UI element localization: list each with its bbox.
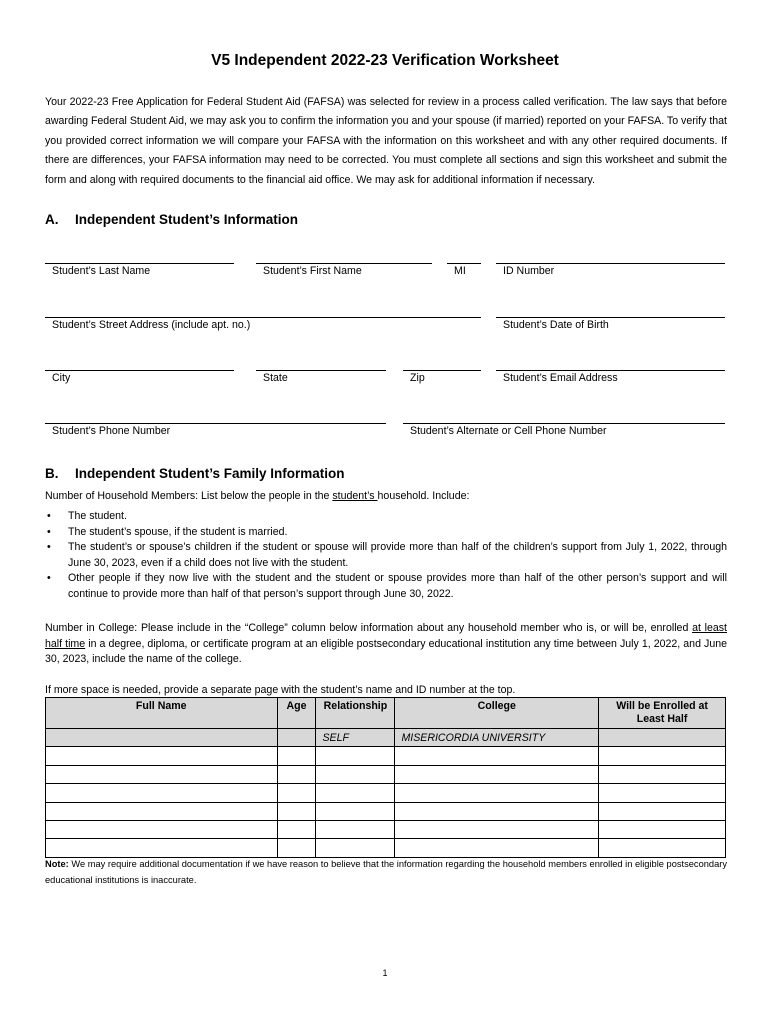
last-name-field[interactable] [45, 263, 234, 277]
cell-relationship[interactable] [316, 784, 395, 802]
household-intro-post: household. Include: [377, 490, 470, 502]
household-table [45, 697, 726, 858]
first-name-field[interactable] [256, 263, 432, 277]
header-relationship: Relationship [316, 698, 395, 729]
cell-age[interactable] [277, 747, 316, 765]
cell-relationship[interactable] [316, 839, 395, 857]
cell-full-name[interactable] [46, 765, 278, 783]
cell-college[interactable] [395, 802, 599, 820]
cell-enrolled[interactable] [599, 765, 726, 783]
list-item [45, 525, 727, 541]
alt-phone-label: Student’s Alternate or Cell Phone Number [410, 425, 607, 437]
street-address-field[interactable] [45, 317, 481, 331]
cell-college[interactable] [395, 765, 599, 783]
cell-college[interactable]: MISERICORDIA UNIVERSITY [395, 729, 599, 747]
cell-enrolled[interactable] [599, 839, 726, 857]
list-item [45, 509, 727, 525]
intro-paragraph: Your 2022-23 Free Application for Federal Student Aid (FAFSA) was selected for review in a process called verification. The law says that before awarding Federal Student Aid, we may ask you to confirm the information you and your spouse (if married) reported on your FAFSA. To verify that you provided correct information we will compare your FAFSA with the information on this worksheet and with any other required documents. If there are differences, your FAFSA information may need to be corrected. You must complete all sections and sign this worksheet and submit the form and along with required documents to the financial aid office. We may ask for additional information if necessary. [45, 96, 727, 186]
header-enrolled: Will be Enrolled at Least Half [599, 698, 726, 729]
household-intro-underlined: student’s [332, 490, 378, 502]
household-intro-pre: Number of Household Members: List below the people in the [45, 490, 333, 502]
college-post: in a degree, diploma, or certificate program at an eligible postsecondary educational institution any time between July 1, 2022, and June 30, 2023, include the name of the college. [45, 637, 727, 666]
bullet-glyph: • [47, 525, 51, 538]
cell-full-name[interactable] [46, 802, 278, 820]
cell-relationship[interactable]: SELF [316, 729, 395, 747]
cell-age[interactable] [277, 765, 316, 783]
cell-college[interactable] [395, 747, 599, 765]
section-a-letter: A. [45, 212, 59, 227]
last-name-label: Student’s Last Name [52, 265, 151, 277]
cell-relationship[interactable] [316, 747, 395, 765]
note-text: We may require additional documentation if we have reason to believe that the information regarding the household members enrolled in eligible postsecondary educational institutions is inaccurate. [45, 859, 727, 885]
page-title: V5 Independent 2022-23 Verification Worksheet [211, 52, 559, 69]
bullet-glyph: • [47, 572, 51, 585]
phone-label: Student’s Phone Number [52, 425, 171, 437]
phone-field[interactable] [45, 423, 386, 437]
cell-relationship[interactable] [316, 765, 395, 783]
cell-age[interactable] [277, 729, 316, 747]
alt-phone-field[interactable] [403, 423, 725, 437]
more-space-note: If more space is needed, provide a separate page with the student’s name and ID number at the top. [45, 684, 516, 696]
cell-full-name[interactable] [46, 729, 278, 747]
table-row [46, 747, 726, 765]
cell-enrolled[interactable] [599, 802, 726, 820]
id-number-label: ID Number [503, 265, 555, 277]
bullet-text: The student. [68, 510, 127, 522]
cell-full-name[interactable] [46, 820, 278, 838]
cell-age[interactable] [277, 802, 316, 820]
section-b-letter: B. [45, 466, 59, 481]
bullet-glyph: • [47, 510, 51, 522]
zip-label: Zip [410, 372, 425, 384]
cell-full-name[interactable] [46, 747, 278, 765]
household-intro [45, 489, 727, 505]
street-address-label: Student’s Street Address (include apt. no.) [52, 319, 251, 331]
page-number: 1 [382, 968, 388, 978]
header-full-name: Full Name [46, 698, 278, 729]
header-college: College [395, 698, 599, 729]
table-row [46, 784, 726, 802]
table-row [46, 729, 726, 747]
table-row [46, 839, 726, 857]
cell-college[interactable] [395, 820, 599, 838]
bullet-text: Other people if they now live with the student and the student or spouse provides more than half of the other person’s support and will continue to provide more than half of that person’s support through June 30, 2022. [68, 572, 727, 600]
email-field[interactable] [496, 370, 725, 384]
email-label: Student’s Email Address [503, 372, 618, 384]
household-bullet-list [45, 509, 727, 603]
city-field[interactable] [45, 370, 234, 384]
date-of-birth-field[interactable] [496, 317, 725, 331]
id-number-field[interactable] [496, 263, 725, 277]
cell-relationship[interactable] [316, 802, 395, 820]
college-pre: Number in College: Please include in the “College” column below information about any household member who is, or will be, enrolled [45, 622, 693, 634]
cell-age[interactable] [277, 784, 316, 802]
table-header-row [46, 698, 726, 729]
cell-full-name[interactable] [46, 784, 278, 802]
table-row [46, 802, 726, 820]
bullet-glyph: • [47, 541, 51, 554]
table-row [46, 820, 726, 838]
college-underlined: at least half time [45, 622, 727, 650]
state-label: State [263, 372, 288, 384]
section-b-title: Independent Student’s Family Information [75, 466, 345, 481]
cell-college[interactable] [395, 839, 599, 857]
first-name-label: Student’s First Name [263, 265, 362, 277]
college-paragraph [45, 621, 727, 668]
cell-enrolled[interactable] [599, 784, 726, 802]
mi-label: MI [454, 265, 466, 277]
section-b-heading [45, 466, 345, 481]
note-label: Note: [45, 859, 69, 869]
list-item [45, 571, 727, 602]
state-field[interactable] [256, 370, 386, 384]
documentation-note [45, 857, 727, 888]
cell-college[interactable] [395, 784, 599, 802]
header-age: Age [277, 698, 316, 729]
list-item [45, 540, 727, 571]
section-a-heading [45, 212, 298, 227]
table-row [46, 765, 726, 783]
section-a-title: Independent Student’s Information [75, 212, 298, 227]
cell-enrolled[interactable] [599, 820, 726, 838]
cell-relationship[interactable] [316, 820, 395, 838]
city-label: City [52, 372, 71, 384]
cell-enrolled[interactable] [599, 729, 726, 747]
bullet-text: The student’s or spouse’s children if the student or spouse will provide more than half of the children’s support from July 1, 2022, through June 30, 2023, even if a child does not live with the student. [68, 541, 727, 569]
date-of-birth-label: Student’s Date of Birth [503, 319, 609, 331]
bullet-text: The student’s spouse, if the student is married. [68, 525, 288, 538]
cell-full-name[interactable] [46, 839, 278, 857]
cell-enrolled[interactable] [599, 747, 726, 765]
mi-field[interactable] [447, 263, 481, 277]
zip-field[interactable] [403, 370, 481, 384]
cell-age[interactable] [277, 839, 316, 857]
cell-age[interactable] [277, 820, 316, 838]
